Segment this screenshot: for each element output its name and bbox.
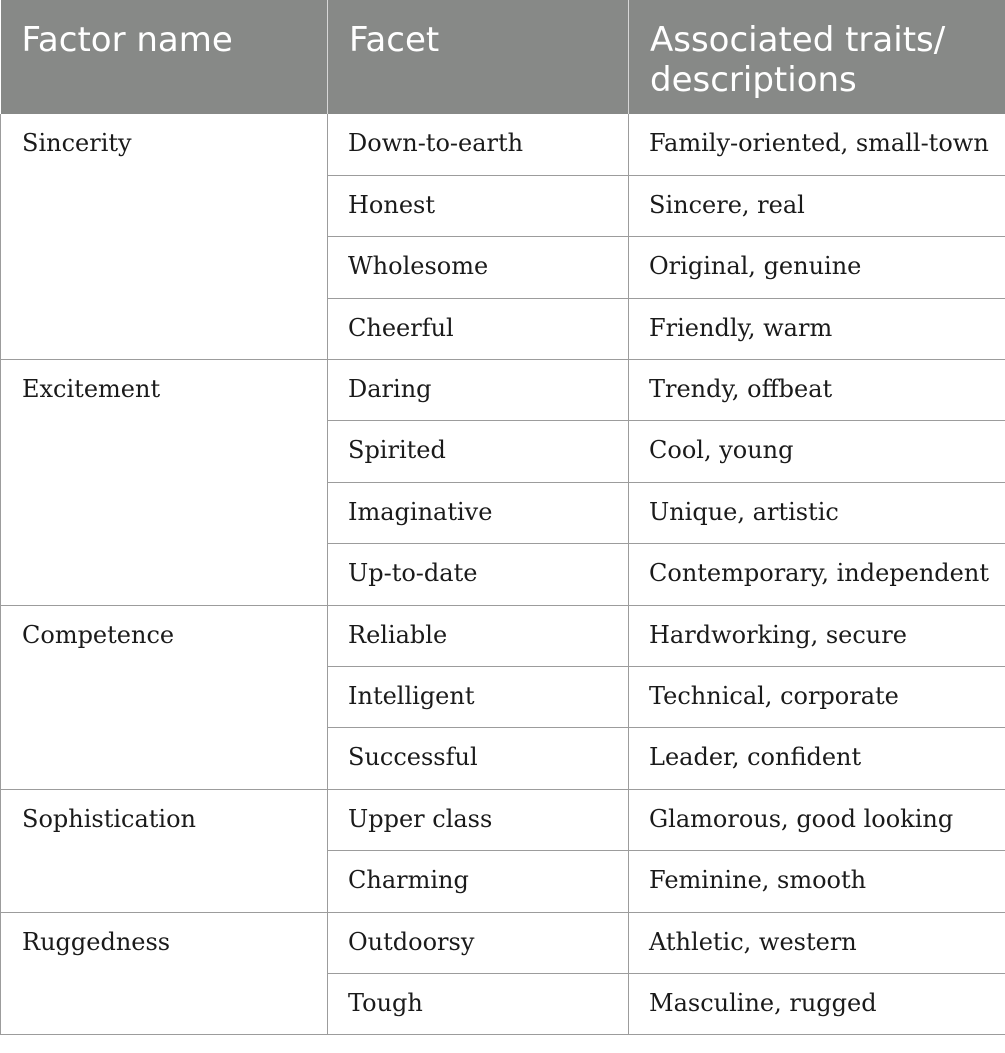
factor-name-cell: Sincerity (1, 114, 328, 360)
facet-cell: Imaginative (328, 482, 629, 543)
table-row (1, 912, 1005, 973)
table-row (1, 789, 1005, 850)
traits-cell: Feminine, smooth (629, 851, 1005, 912)
facet-cell: Outdoorsy (328, 912, 629, 973)
facet-cell: Daring (328, 360, 629, 421)
header-associated-traits: Associated traits/ descriptions (629, 0, 1005, 114)
header-facet: Facet (328, 0, 629, 114)
facet-cell: Cheerful (328, 298, 629, 359)
table-body (1, 114, 1005, 1035)
facet-cell: Upper class (328, 789, 629, 850)
facet-cell: Wholesome (328, 237, 629, 298)
traits-cell: Cool, young (629, 421, 1005, 482)
traits-cell: Sincere, real (629, 175, 1005, 236)
facet-cell: Honest (328, 175, 629, 236)
facet-cell: Successful (328, 728, 629, 789)
factor-name-cell: Excitement (1, 360, 328, 606)
facet-cell: Down-to-earth (328, 114, 629, 175)
traits-cell: Original, genuine (629, 237, 1005, 298)
table-row (1, 360, 1005, 421)
facet-cell: Tough (328, 973, 629, 1034)
traits-cell: Leader, confident (629, 728, 1005, 789)
table-row (1, 605, 1005, 666)
traits-cell: Contemporary, independent (629, 544, 1005, 605)
factor-name-cell: Ruggedness (1, 912, 328, 1035)
header-row (1, 0, 1005, 114)
traits-cell: Family-oriented, small-town (629, 114, 1005, 175)
traits-cell: Hardworking, secure (629, 605, 1005, 666)
traits-cell: Masculine, rugged (629, 973, 1005, 1034)
facet-cell: Intelligent (328, 667, 629, 728)
facet-cell: Up-to-date (328, 544, 629, 605)
traits-cell: Glamorous, good looking (629, 789, 1005, 850)
facet-cell: Reliable (328, 605, 629, 666)
traits-cell: Athletic, western (629, 912, 1005, 973)
factor-name-cell: Sophistication (1, 789, 328, 912)
factor-name-cell: Competence (1, 605, 328, 789)
traits-cell: Friendly, warm (629, 298, 1005, 359)
facet-cell: Charming (328, 851, 629, 912)
traits-cell: Trendy, offbeat (629, 360, 1005, 421)
traits-cell: Technical, corporate (629, 667, 1005, 728)
table-header (1, 0, 1005, 114)
facet-cell: Spirited (328, 421, 629, 482)
table-row (1, 114, 1005, 175)
header-factor-name: Factor name (1, 0, 328, 114)
traits-cell: Unique, artistic (629, 482, 1005, 543)
